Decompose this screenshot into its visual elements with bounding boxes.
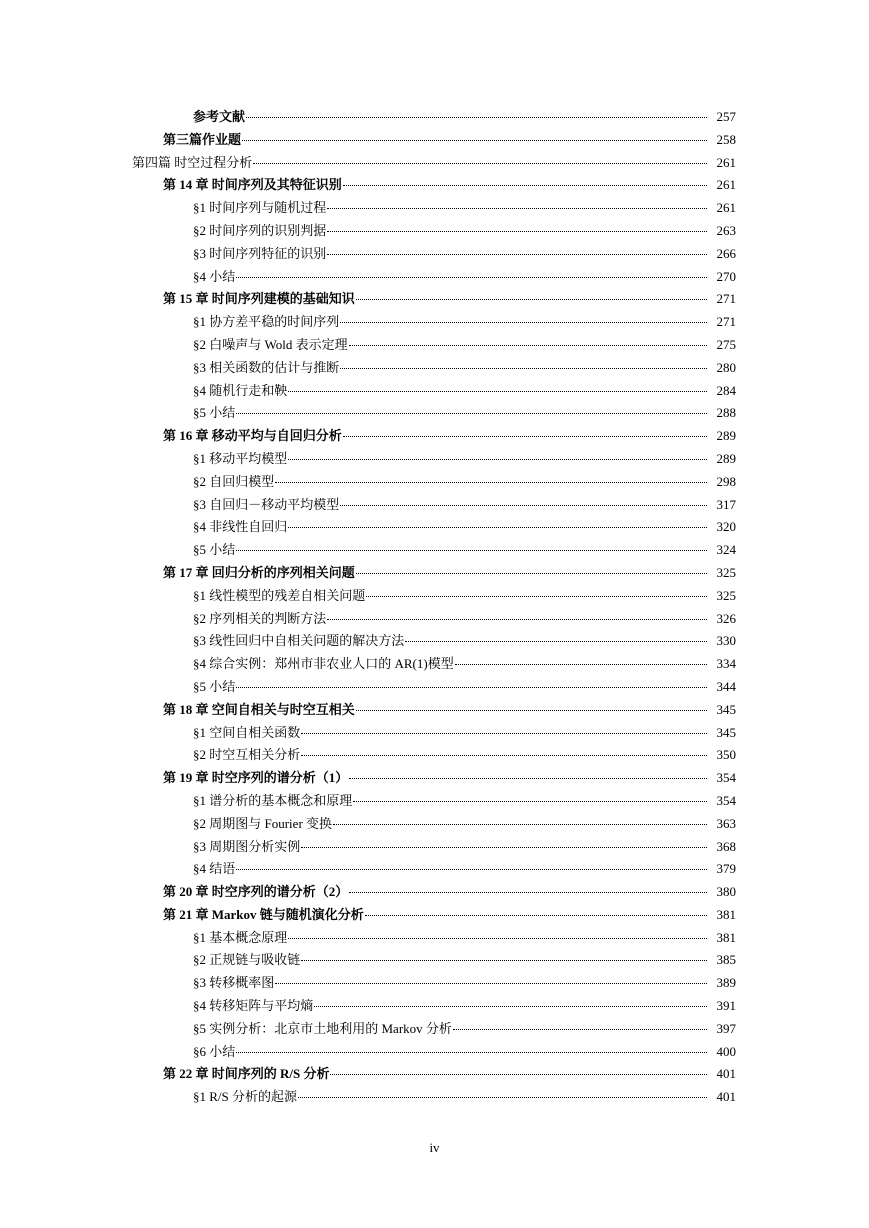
toc-page-number: 401 [716,1066,736,1082]
toc-title: §3 自回归－移动平均模型 [193,496,340,512]
toc-title: 第 17 章 回归分析的序列相关问题 [163,564,355,580]
toc-leader-dots [340,352,707,369]
toc-page-number: 271 [716,291,736,307]
toc-leader-dots [349,329,707,346]
toc-page-number: 275 [716,336,736,352]
toc-page-number: 354 [716,770,736,786]
toc-leader-dots [453,1013,707,1030]
table-of-contents [0,104,869,1107]
toc-leader-dots [301,944,707,961]
toc-leader-dots [353,785,707,802]
toc-leader-dots [236,1036,707,1053]
toc-leader-dots [301,717,707,734]
toc-leader-dots [349,876,707,893]
toc-page-number: 391 [716,998,736,1014]
toc-title: 第 18 章 空间自相关与时空互相关 [163,701,355,717]
toc-page-number: 330 [716,633,736,649]
toc-leader-dots [340,489,707,506]
toc-page-number: 257 [716,109,736,124]
toc-leader-dots [275,466,707,483]
toc-title: §1 移动平均模型 [193,450,288,466]
toc-title: §1 谱分析的基本概念和原理 [193,792,353,808]
toc-title: §2 自回归模型 [193,473,275,489]
toc-title: §5 实例分析：北京市土地利用的 Markov 分析 [193,1020,452,1036]
toc-page-number: 334 [716,656,736,672]
toc-leader-dots [365,899,707,916]
toc-title: §2 周期图与 Fourier 变换 [193,815,333,831]
toc-title: 第 15 章 时间序列建模的基础知识 [163,291,355,307]
toc-title: 第 20 章 时空序列的谱分析（2） [163,884,349,900]
toc-page-number: 263 [716,222,736,238]
toc-page-number: 261 [716,177,736,193]
toc-leader-dots [288,922,707,939]
toc-title: 第 16 章 移动平均与自回归分析 [163,428,342,444]
toc-leader-dots [330,1058,707,1075]
toc-section[interactable] [0,628,869,651]
toc-title: §2 正规链与吸收链 [193,952,301,968]
toc-page-number: 354 [716,792,736,808]
toc-title: §1 空间自相关函数 [193,724,301,740]
toc-page-number: 379 [716,861,736,877]
toc-leader-dots [288,511,707,528]
toc-leader-dots [246,101,707,118]
toc-section[interactable] [0,993,869,1016]
toc-page-number: 368 [716,838,736,854]
toc-title: §1 时间序列与随机过程 [193,200,327,216]
toc-page-number: 280 [716,359,736,375]
toc-title: §4 小结 [193,268,236,284]
toc-title: 第 14 章 时间序列及其特征识别 [163,177,342,193]
toc-title: §1 R/S 分析的起源 [193,1089,298,1105]
toc-page-number: 325 [716,587,736,603]
toc-leader-dots [288,443,707,460]
toc-title: §1 基本概念原理 [193,929,288,945]
toc-title: §2 白噪声与 Wold 表示定理 [193,336,348,352]
toc-leader-dots [343,169,707,186]
toc-title: §4 结语 [193,861,236,877]
toc-title: §4 转移矩阵与平均熵 [193,998,314,1014]
toc-title: §3 相关函数的估计与推断 [193,359,340,375]
toc-leader-dots [236,671,707,688]
toc-page-number: 271 [716,314,736,330]
toc-title: 第 19 章 时空序列的谱分析（1） [163,770,349,786]
toc-title: §1 线性模型的残差自相关问题 [193,587,366,603]
toc-leader-dots [340,306,707,323]
toc-page-number: 289 [716,450,736,466]
toc-title: 第 21 章 Markov 链与随机演化分析 [163,906,364,922]
toc-title: 第 22 章 时间序列的 R/S 分析 [163,1066,330,1082]
toc-leader-dots [327,603,707,620]
toc-page-number: 363 [716,815,736,831]
toc-leader-dots [349,762,707,779]
toc-page-number: 288 [716,405,736,421]
toc-leader-dots [301,831,707,848]
toc-leader-dots [275,967,707,984]
toc-page-number: 345 [716,701,736,717]
toc-leader-dots [253,147,707,164]
toc-leader-dots [301,739,707,756]
toc-title: §6 小结 [193,1043,236,1059]
toc-page-number: 261 [716,154,736,170]
toc-title: §2 时空互相关分析 [193,747,301,763]
toc-page-number: 326 [716,610,736,626]
toc-title: 第四篇 时空过程分析 [132,154,253,170]
toc-page-number: 261 [716,200,736,216]
toc-leader-dots [343,420,707,437]
toc-title: §4 随机行走和鞅 [193,382,288,398]
toc-page-number: 380 [716,884,736,900]
toc-leader-dots [236,534,707,551]
toc-page-number: 298 [716,473,736,489]
toc-leader-dots [366,580,707,597]
toc-title: 参考文献 [193,109,246,124]
toc-leader-dots [405,625,707,642]
toc-page-number: 289 [716,428,736,444]
toc-leader-dots [242,124,707,141]
toc-leader-dots [356,283,707,300]
toc-page-number: 320 [716,519,736,535]
toc-title: §3 线性回归中自相关问题的解决方法 [193,633,405,649]
toc-title: §3 时间序列特征的识别 [193,245,327,261]
toc-page-number: 401 [716,1089,736,1105]
toc-title: §3 转移概率图 [193,975,275,991]
toc-title: §2 时间序列的识别判据 [193,222,327,238]
toc-title: §5 小结 [193,542,236,558]
toc-leader-dots [298,1081,707,1098]
toc-page-number: 397 [716,1020,736,1036]
page-number: iv [429,1140,440,1155]
toc-page-number: 270 [716,268,736,284]
toc-page-number: 400 [716,1043,736,1059]
toc-title: §5 小结 [193,405,236,421]
toc-title: §4 非线性自回归 [193,519,288,535]
toc-leader-dots [236,261,707,278]
toc-page-number: 324 [716,542,736,558]
toc-page-number: 266 [716,245,736,261]
toc-page-number: 325 [716,564,736,580]
toc-page-number: 350 [716,747,736,763]
toc-page-number: 317 [716,496,736,512]
toc-page-number: 344 [716,678,736,694]
toc-page-number: 284 [716,382,736,398]
toc-leader-dots [327,238,707,255]
toc-page-number: 385 [716,952,736,968]
toc-leader-dots [327,192,707,209]
toc-leader-dots [356,557,707,574]
toc-section[interactable] [0,1084,869,1107]
toc-page-number: 381 [716,906,736,922]
toc-title: §1 协方差平稳的时间序列 [193,314,340,330]
toc-leader-dots [236,397,707,414]
toc-leader-dots [333,808,707,825]
toc-page-number: 258 [716,131,736,147]
toc-leader-dots [327,215,707,232]
toc-leader-dots [455,648,707,665]
toc-leader-dots [356,694,707,711]
toc-title: §3 周期图分析实例 [193,838,301,854]
toc-leader-dots [288,375,707,392]
toc-title: §2 序列相关的判断方法 [193,610,327,626]
toc-leader-dots [236,853,707,870]
toc-page-number: 345 [716,724,736,740]
toc-page-number: 381 [716,929,736,945]
toc-leader-dots [314,990,707,1007]
toc-title: 第三篇作业题 [163,131,242,147]
toc-title: §5 小结 [193,678,236,694]
toc-title: §4 综合实例：郑州市非农业人口的 AR(1)模型 [193,656,454,672]
toc-page-number: 389 [716,975,736,991]
